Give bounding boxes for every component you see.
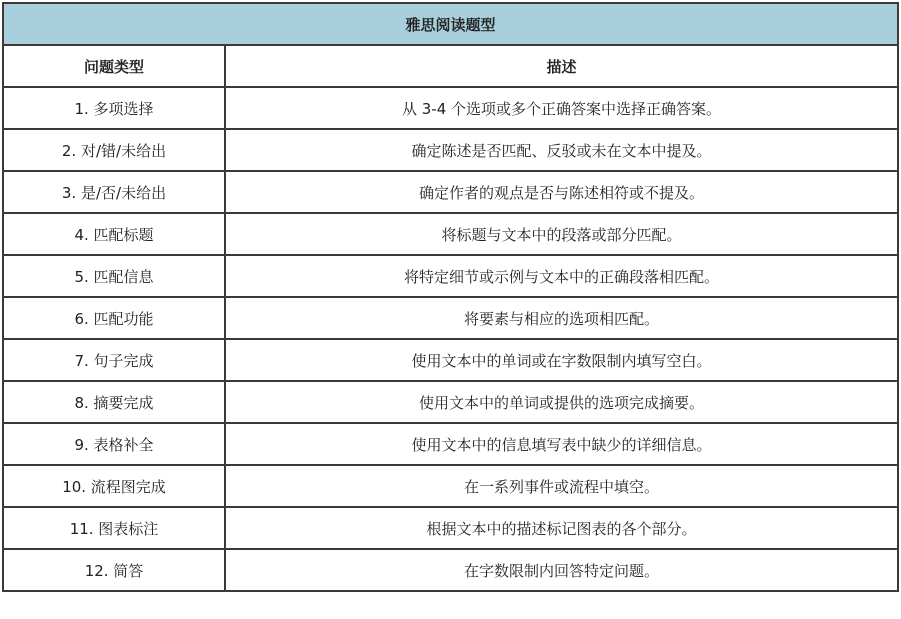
description-cell: 将标题与文本中的段落或部分匹配。 xyxy=(225,213,898,255)
table-row xyxy=(3,423,898,465)
description-cell: 确定作者的观点是否与陈述相符或不提及。 xyxy=(225,171,898,213)
question-type-cell: 11. 图表标注 xyxy=(3,507,225,549)
table-row xyxy=(3,171,898,213)
question-type-cell: 10. 流程图完成 xyxy=(3,465,225,507)
table-row xyxy=(3,129,898,171)
ielts-question-types-table xyxy=(2,2,899,592)
table-row xyxy=(3,465,898,507)
table-row xyxy=(3,381,898,423)
table-row xyxy=(3,213,898,255)
question-type-cell: 9. 表格补全 xyxy=(3,423,225,465)
description-cell: 使用文本中的单词或在字数限制内填写空白。 xyxy=(225,339,898,381)
description-cell: 确定陈述是否匹配、反驳或未在文本中提及。 xyxy=(225,129,898,171)
description-cell: 使用文本中的单词或提供的选项完成摘要。 xyxy=(225,381,898,423)
question-type-cell: 12. 简答 xyxy=(3,549,225,591)
description-cell: 使用文本中的信息填写表中缺少的详细信息。 xyxy=(225,423,898,465)
table-row xyxy=(3,255,898,297)
header-question-type: 问题类型 xyxy=(3,45,225,87)
table-row xyxy=(3,297,898,339)
description-cell: 将要素与相应的选项相匹配。 xyxy=(225,297,898,339)
header-description: 描述 xyxy=(225,45,898,87)
question-type-cell: 1. 多项选择 xyxy=(3,87,225,129)
description-cell: 将特定细节或示例与文本中的正确段落相匹配。 xyxy=(225,255,898,297)
question-type-cell: 3. 是/否/未给出 xyxy=(3,171,225,213)
table-row xyxy=(3,339,898,381)
question-type-cell: 4. 匹配标题 xyxy=(3,213,225,255)
question-type-cell: 8. 摘要完成 xyxy=(3,381,225,423)
question-type-cell: 2. 对/错/未给出 xyxy=(3,129,225,171)
table-row xyxy=(3,549,898,591)
table-row xyxy=(3,507,898,549)
question-type-cell: 5. 匹配信息 xyxy=(3,255,225,297)
description-cell: 在一系列事件或流程中填空。 xyxy=(225,465,898,507)
question-type-cell: 7. 句子完成 xyxy=(3,339,225,381)
table-row xyxy=(3,87,898,129)
table-title: 雅思阅读题型 xyxy=(3,3,898,45)
description-cell: 根据文本中的描述标记图表的各个部分。 xyxy=(225,507,898,549)
description-cell: 在字数限制内回答特定问题。 xyxy=(225,549,898,591)
question-type-cell: 6. 匹配功能 xyxy=(3,297,225,339)
description-cell: 从 3-4 个选项或多个正确答案中选择正确答案。 xyxy=(225,87,898,129)
